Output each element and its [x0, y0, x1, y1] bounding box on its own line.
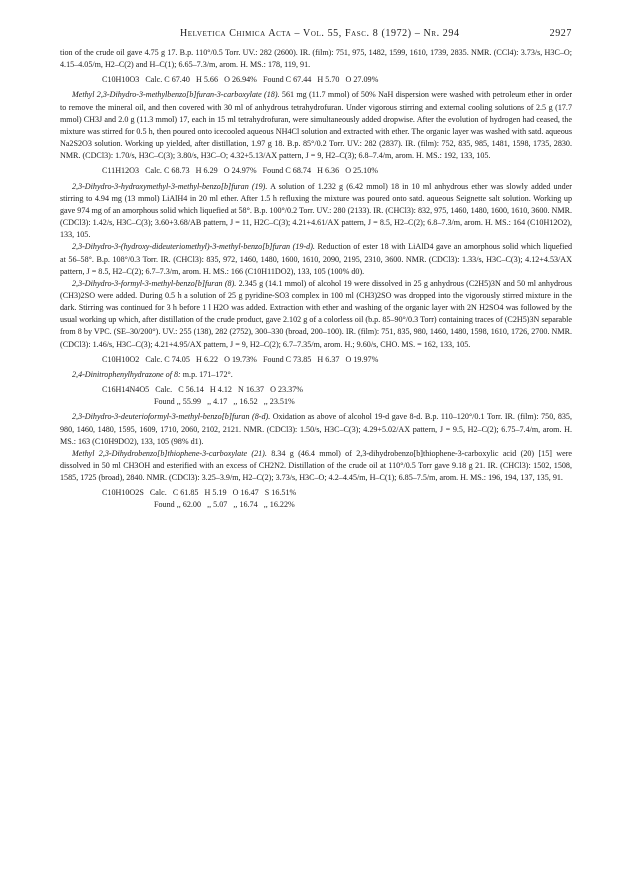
- paragraph: [60, 278, 572, 351]
- page: [60, 28, 572, 515]
- paragraph: [60, 448, 572, 484]
- elemental-analysis: C10H10O3 Calc. C 67.40 H 5.66 O 26.94% Found C 67.44 H 5.70 O 27.09%: [102, 75, 379, 85]
- page-number: 2927: [549, 28, 572, 39]
- paragraph: [60, 241, 572, 277]
- paragraph: [60, 411, 572, 447]
- elemental-analysis: C10H10O2S Calc. C 61.85 H 5.19 O 16.47 S 16.51%: [102, 488, 297, 498]
- paragraph-text: Reduction of ester 18 with LiAlD4 gave an amorphous solid which liquefied at 56–58°. B.p. 108°/0.3 Torr. IR. (CHCl3): 835, 972, 1460, 1480, 1600, 1610, 2090, 2195, 2310, 3600. NMR. (CDCl3): 1.33/s, H3C–C(3); 4.12+4.53/AX pattern, J = 8.5, H2–C(2); 6.7–7.3/m, arom. H. MS.: 166 (C10H11DO2), 133, 105 (100% d0).: [60, 242, 573, 276]
- elemental-analysis-found: Found ,, 55.99 ,, 4.17 ,, 16.52 ,, 23.51%: [154, 397, 295, 407]
- paragraph-text: 561 mg (11.7 mmol) of 50% NaH dispersion were washed with petroleum ether in order to remove the mineral oil, and then covered with 30 ml of anhydrous tetrahydrofuran. Under vigorous stirring and external cooling solutions of 2.5 g (17.7 mmol) CH3J and 2.0 g (11.3 mmol) 17, each in 15 ml tetrahydrofuran, were simultaneously added dropwise. After the evolution of hydrogen had ceased, the mixture was stirred for 0.5 h, then poured onto icecooled aqueous NH4Cl solution and extracted with ether. The organic layer was washed with satd. aqueous Na2S2O3 solution. Working up yielded, after distillation, 1.97 g 18. B.p. 85°/0.2 Torr. UV.: 282 (2837). IR. (film): 752, 835, 985, 1481, 1598, 1735, 2830. NMR. (CDCl3): 1.70/s, H3C–C(3); 3.80/s, H3C–O; 4.32+5.13/AX pattern, J = 9, H2–C(3); 6.8–7.4/m, arom. H. MS.: 192, 133, 105.: [60, 90, 573, 161]
- running-header: [60, 28, 572, 39]
- compound-title: 2,3-Dihydro-3-hydroxymethyl-3-methyl-benzo[b]furan (19).: [72, 181, 268, 191]
- paragraph-text: m.p. 171–172°.: [180, 369, 233, 379]
- paragraph: [60, 47, 572, 71]
- compound-title: Methyl 2,3-Dihydrobenzo[b]thiophene-3-carboxylate (21).: [72, 448, 267, 458]
- elemental-analysis: C10H10O2 Calc. C 74.05 H 6.22 O 19.73% Found C 73.85 H 6.37 O 19.97%: [102, 354, 379, 364]
- journal-title: Helvetica Chimica Acta – Vol. 55, Fasc. 8 (1972) – Nr. 294: [179, 28, 460, 39]
- paragraph: [60, 89, 572, 162]
- compound-title: 2,3-Dihydro-3-deuterioformyl-3-methyl-benzo[b]furan (8-d).: [72, 412, 271, 422]
- paragraph: [60, 181, 572, 242]
- compound-title: 2,3-Dihydro-3-(hydroxy-dideuteriomethyl)-3-methyl-benzo[b]furan (19-d).: [72, 242, 315, 252]
- compound-title: 2,4-Dinitrophenylhydrazone of 8:: [72, 369, 181, 379]
- elemental-analysis-found: Found ,, 62.00 ,, 5.07 ,, 16.74 ,, 16.22%: [154, 500, 295, 510]
- paragraph: [60, 369, 572, 381]
- paragraph-text: tion of the crude oil gave 4.75 g 17. B.p. 110°/0.5 Torr. UV.: 282 (2600). IR. (film): 751, 975, 1482, 1599, 1610, 1739, 2835. NMR. (CCl4): 3.73/s, H3C–O; 4.15–4.05/m, H2–C(2) and H–C(1); 6.65–7.3/m, arom. H. MS.: 178, 119, 91.: [60, 48, 572, 70]
- article-body: [60, 47, 572, 512]
- paragraph-text: Oxidation as above of alcohol 19-d gave 8-d. B.p. 110–120°/0.1 Torr. IR. (film): 750, 835, 980, 1460, 1480, 1595, 1609, 1710, 2060, 2102, 2121. NMR. (CDCl3): 1.50/s, H3C–C(3); 4.29+5.02/AX pattern, J = 9.5, H2–C(2); 6.75–7.4/m, arom. H. MS.: 163 (C10H9DO2), 133, 105 (98% d1).: [60, 412, 572, 446]
- elemental-analysis: C11H12O3 Calc. C 68.73 H 6.29 O 24.97% Found C 68.74 H 6.36 O 25.10%: [102, 166, 379, 176]
- compound-title: Methyl 2,3-Dihydro-3-methylbenzo[b]furan-3-carboxylate (18).: [72, 90, 280, 100]
- paragraph-text: A solution of 1.232 g (6.42 mmol) 18 in 10 ml anhydrous ether was slowly added under stirring to 4.94 mg (13 mmol) LiAlH4 in 20 ml ether. After 1.5 h refluxing the mixture was poured onto satd. aqueous Seignette salt solution. Working up gave 974 mg of an amorphous solid which liquefied at 58°. B.p. 100°/0.2 Torr. UV.: 280 (2133). IR. (CHCl3): 832, 975, 1460, 1480, 1600, 1610, 3600. NMR. (CDCl3): 1.42/s, H3C–C(3); 3.60+3.68/AB pattern, J = 11, H2C–C(3); 4.21+4.61/AX pattern, J = 8.5, H2–C(2); 6.8–7.3/m, arom. H. MS.: 164 (C10H12O2), 133, 105.: [60, 181, 572, 240]
- elemental-analysis: C16H14N4O5 Calc. C 56.14 H 4.12 N 16.37 O 23.37%: [102, 385, 303, 395]
- paragraph-text: 2.345 g (14.1 mmol) of alcohol 19 were dissolved in 25 g anhydrous (C2H5)3N and 50 ml anhydrous (CH3)2SO were added. During 0.5 h a solution of 25 g pyridine-SO3 complex in 100 ml (CH3)2SO was dropped into the vigorously stirred mixture in the dark. Stirring was continued for 3 h before 1 l H2O was added. Extraction with ether and washing of the organic layer with 2N H2SO4 was followed by the usual working up which, after distillation of the crude product, gave 2.102 g of a colorless oil (b.p. 85–90°/0.3 Torr) containing traces of (C2H5)3N separable from 8 by VPC. (SE–30/200°). UV.: 255 (138), 282 (2752), 300–330 (broad, 200–100). IR. (film): 751, 835, 980, 1460, 1480, 1598, 1610, 1726, 2700. NMR. (CDCl3): 1.46/s, H3C–C(3); 4.21+4.95/AX pattern, J = 9, H2–C(2); 6.7–7.35/m, arom. H.; 9.60/s, CHO. MS. = 162, 133, 105.: [60, 278, 572, 349]
- compound-title: 2,3-Dihydro-3-formyl-3-methyl-benzo[b]furan (8).: [72, 278, 237, 288]
- paragraph-text: 8.34 g (46.4 mmol) of 2,3-dihydrobenzo[b]thiophene-3-carboxylic acid (20) [15] were dissolved in 50 ml CH3OH and esterified with an excess of CH2N2. Distillation of the crude oil at 110°/0.5 Torr gave 9.18 g 21. IR. (CHCl3): 1502, 1508, 1585, 1725 (broad), 2840. NMR. (CDCl3): 3.25–3.9/m, H2–C(2); 3.73/s, H3C–O; 4.2–4.45/m, H–C(1); 6.85–7.5/m, arom. H. MS.: 196, 194, 137, 135, 91.: [60, 448, 572, 483]
